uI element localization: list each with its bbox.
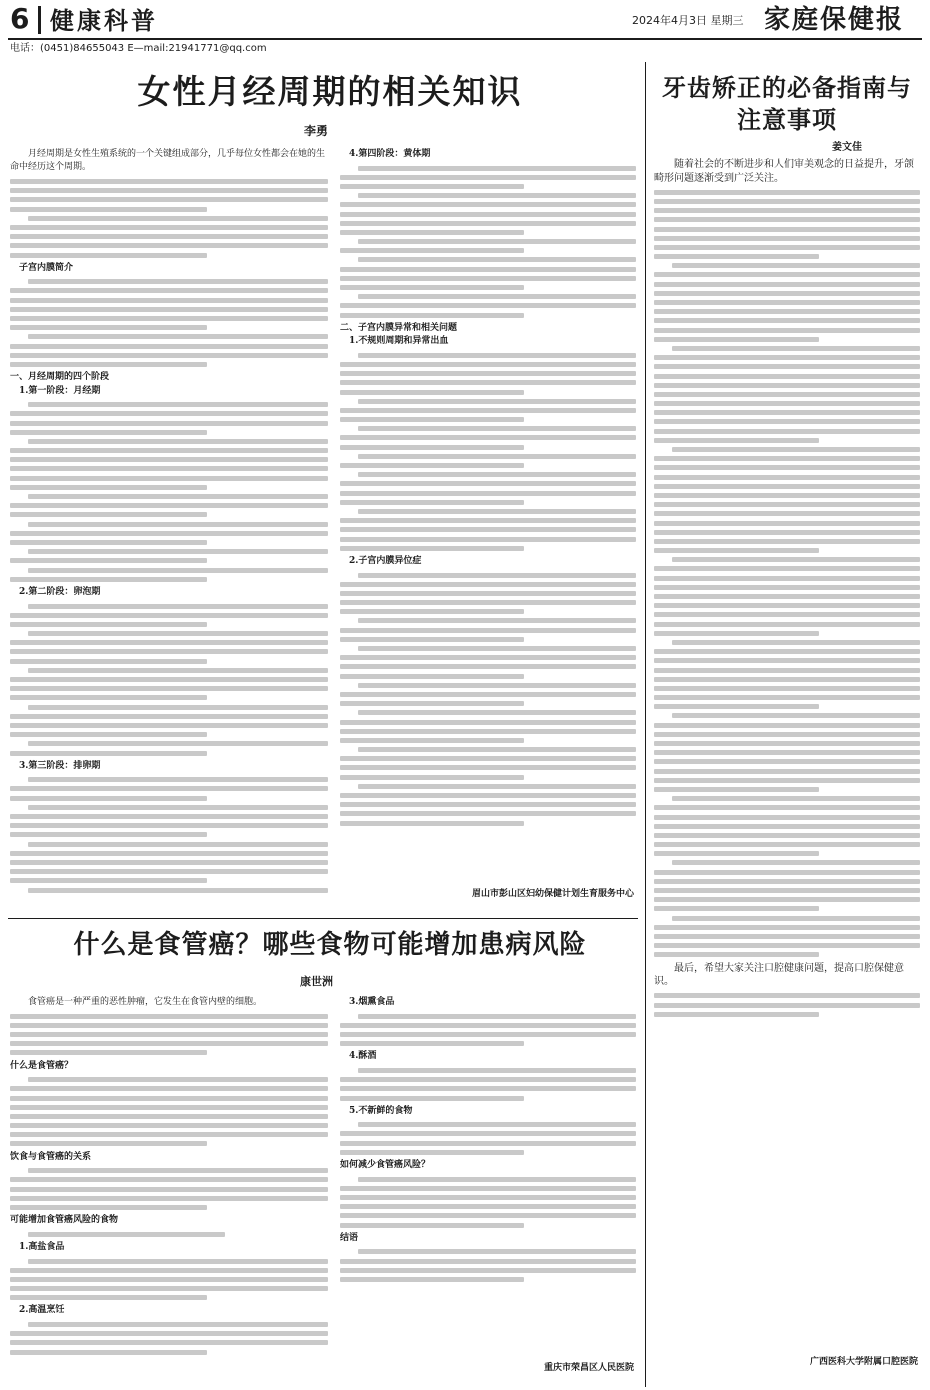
section-heading: 可能增加食管癌风险的食物 <box>10 1215 119 1226</box>
sidebar-title: 牙齿矫正的必备指南与注意事项 <box>662 73 912 134</box>
page-header <box>0 0 930 40</box>
subsection-heading: 2.第二阶段：卵泡期 <box>19 586 101 597</box>
subsection-heading: 1.不规则周期和异常出血 <box>349 336 449 347</box>
newspaper-masthead: 家庭保健报 <box>764 5 905 35</box>
subsection-heading: 5.不新鲜的食物 <box>349 1105 413 1116</box>
sidebar-column <box>654 158 920 1348</box>
article-credit: 重庆市荣昌区人民医院 <box>543 1363 634 1373</box>
page-number: 6 <box>10 2 30 35</box>
sidebar-author: 姜文佳 <box>832 142 862 153</box>
article-separator <box>8 918 638 919</box>
article-intro: 月经周期是女性生殖系统的一个关键组成部分，几乎每位女性都会在她的生命中经历这个周期。 <box>10 149 326 173</box>
article-author: 康世洲 <box>300 975 333 988</box>
section-heading: 如何减少食管癌风险？ <box>340 1160 431 1171</box>
section-heading: 二、子宫内膜异常和相关问题 <box>340 322 458 333</box>
subsection-heading: 3.烟熏食品 <box>349 997 395 1007</box>
section-heading: 结语 <box>340 1232 359 1243</box>
subsection-heading: 4.第四阶段：黄体期 <box>349 149 431 159</box>
article-column-right <box>340 996 636 1354</box>
contact-line: 电话：(0451)84655043 E—mail:21941771@qq.com <box>10 43 267 54</box>
section-heading: 饮食与食管癌的关系 <box>10 1151 92 1162</box>
sidebar-closing: 最后，希望大家关注口腔健康问题，提高口腔保健意识。 <box>654 962 904 988</box>
sidebar-credit: 广西医科大学附属口腔医院 <box>809 1357 918 1367</box>
section-heading: 一、月经周期的四个阶段 <box>10 372 110 383</box>
subsection-heading: 1.第一阶段：月经期 <box>19 385 101 396</box>
article-column-right <box>340 148 636 878</box>
section-heading: 什么是食管癌？ <box>10 1060 74 1071</box>
issue-date: 2024年4月3日 星期三 <box>632 14 744 27</box>
article-title: 什么是食管癌？哪些食物可能增加患病风险 <box>73 930 587 960</box>
subsection-heading: 2.子宫内膜异位症 <box>349 555 422 566</box>
article-author: 李勇 <box>304 124 329 138</box>
sidebar-intro: 随着社会的不断进步和人们审美观念的日益提升，牙颌畸形问题逐渐受到广泛关注。 <box>654 159 914 184</box>
header-rule <box>8 38 922 40</box>
subsection-heading: 3.第三阶段：排卵期 <box>19 760 101 771</box>
subsection-heading: 2.高温烹饪 <box>19 1305 65 1316</box>
section-heading: 子宫内膜简介 <box>19 262 74 273</box>
section-name: 健康科普 <box>50 6 158 35</box>
article-intro: 食管癌是一种严重的恶性肿瘤，它发生在食管内壁的细胞。 <box>28 997 263 1007</box>
article-column-left <box>10 148 328 896</box>
subsection-heading: 4.酥酒 <box>349 1051 377 1062</box>
article-title: 女性月经周期的相关知识 <box>137 72 523 111</box>
subsection-heading: 1.高盐食品 <box>19 1241 65 1252</box>
header-divider <box>38 6 41 34</box>
article-credit: 眉山市彭山区妇幼保健计划生育服务中心 <box>471 889 634 899</box>
article-column-left <box>10 996 328 1376</box>
